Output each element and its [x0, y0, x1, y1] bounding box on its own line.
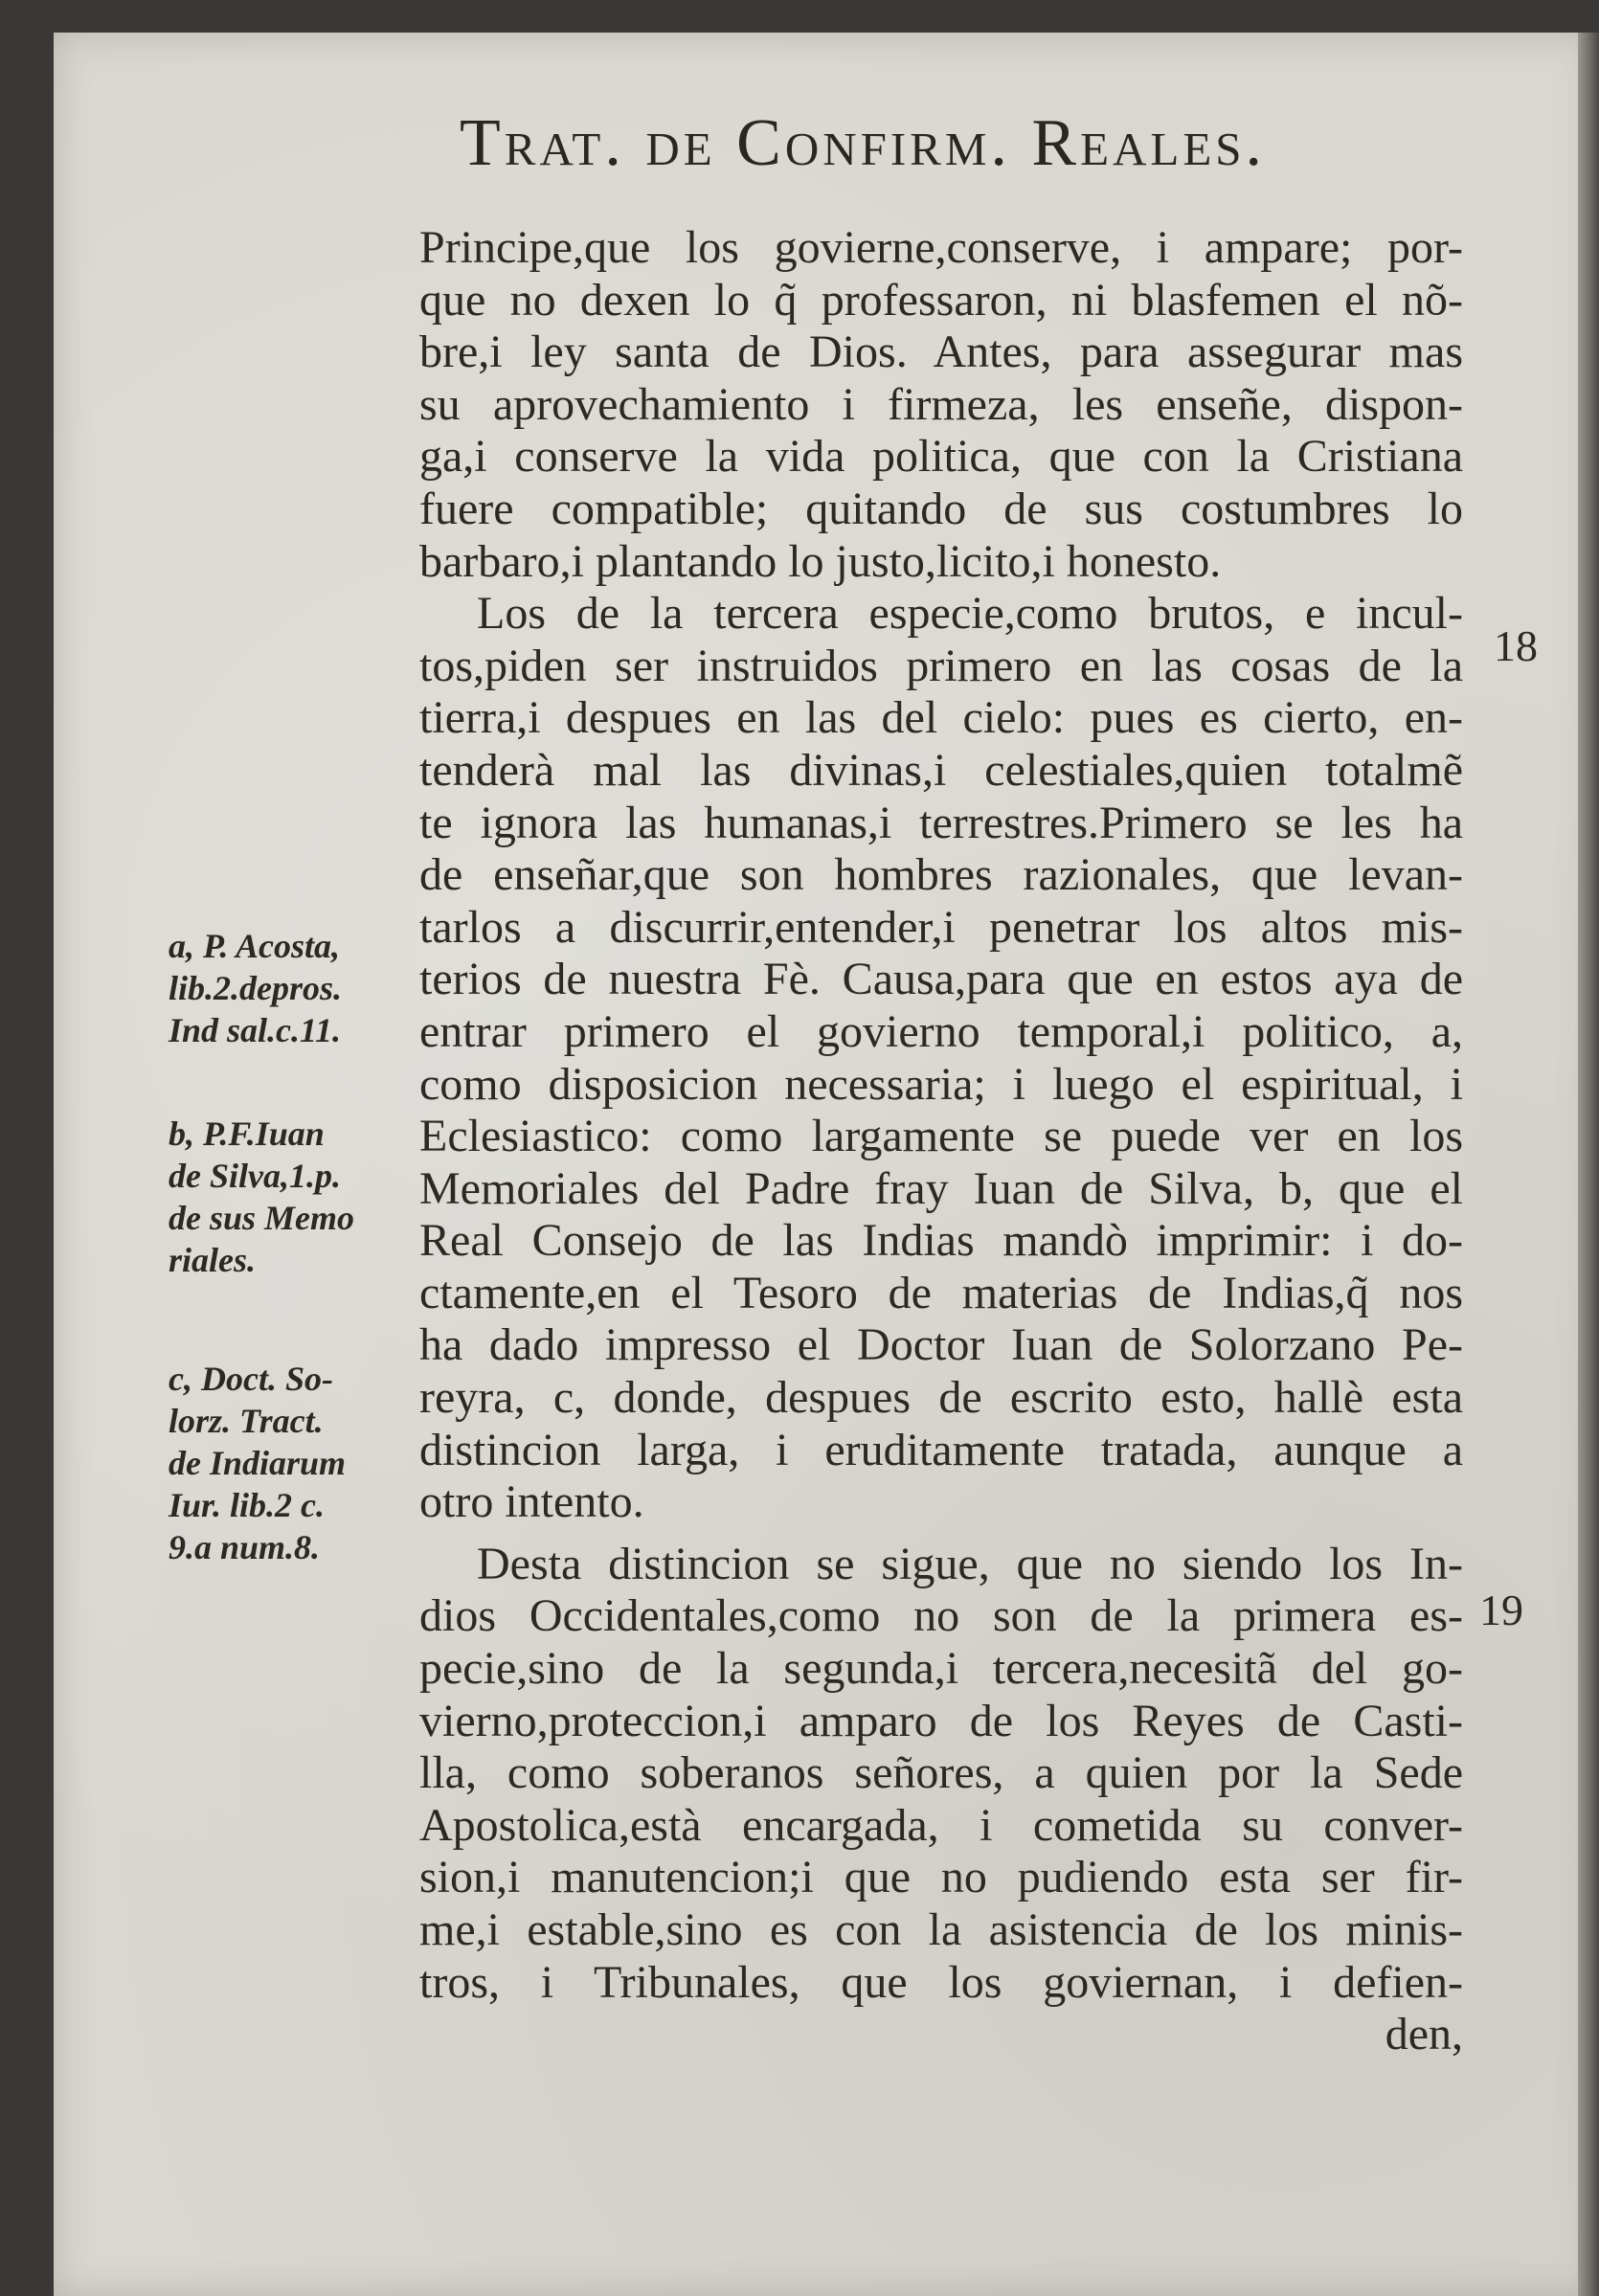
text-line: tarlos a discurrir,entender,i penetrar los altos mis- — [419, 901, 1463, 953]
text-line: tierra,i despues en las del cielo: pues es cierto, en- — [419, 692, 1463, 744]
text-line: ctamente,en el Tesoro de materias de Indias,q̃ nos — [419, 1267, 1463, 1318]
note-line: de Indiarum — [169, 1444, 347, 1482]
catchword: den, — [1385, 2009, 1463, 2060]
text-line: Eclesiastico: como largamente se puede ver en los — [419, 1111, 1463, 1162]
text-line: Principe,que los govierne,conserve, i ampare; por- — [419, 222, 1463, 273]
text-line: fuere compatible; quitando de sus costumbres lo — [419, 483, 1463, 534]
text-line: dios Occidentales,como no son de la primera es- — [419, 1590, 1463, 1642]
note-line: b, P.F.Iuan — [169, 1114, 325, 1153]
running-title: Trat. de Confirm. Reales. — [460, 106, 1267, 180]
text-line: entrar primero el govierno temporal,i politico, a, — [419, 1005, 1463, 1057]
text-line: bre,i ley santa de Dios. Antes, para assegurar mas — [419, 326, 1463, 378]
paragraph-1 — [419, 222, 1463, 588]
page-edge — [1578, 33, 1599, 2296]
margin-number-19: 19 — [1479, 1586, 1523, 1634]
text-line: Los de la tercera especie,como brutos, e incul- — [477, 588, 1463, 640]
note-line: Iur. lib.2 c. — [169, 1486, 326, 1524]
marginal-note-a — [169, 925, 417, 1051]
paragraph-gap — [419, 1529, 1463, 1539]
text-line: ha dado impresso el Doctor Iuan de Solorzano Pe- — [419, 1319, 1463, 1371]
text-line: otro intento. — [419, 1476, 644, 1528]
paragraph-3 — [419, 1539, 1463, 2061]
text-line: Real Consejo de las Indias mandò imprimir: i do- — [419, 1215, 1463, 1267]
note-line: 9.a num.8. — [169, 1528, 321, 1566]
text-line: me,i estable,sino es con la asistencia de los minis- — [419, 1904, 1463, 1955]
note-line: c, Doct. So- — [169, 1360, 333, 1398]
text-line: vierno,proteccion,i amparo de los Reyes de Casti- — [419, 1695, 1463, 1746]
text-line: ga,i conserve la vida politica, que con la Cristiana — [419, 431, 1463, 483]
note-line: de sus Memo — [169, 1199, 355, 1237]
note-line: de Silva,1.p. — [169, 1157, 341, 1195]
text-line: Apostolica,està encargada, i cometida su conver- — [419, 1799, 1463, 1851]
text-line: sion,i manutencion;i que no pudiendo esta ser fir- — [419, 1852, 1463, 1903]
paragraph-2 — [419, 588, 1463, 1529]
text-line: lla, como soberanos señores, a quien por la Sede — [419, 1747, 1463, 1799]
text-line: distincion larga, i eruditamente tratada, aunque a — [419, 1424, 1463, 1475]
note-line: Ind sal.c.11. — [169, 1011, 342, 1049]
text-line: como disposicion necessaria; i luego el espiritual, i — [419, 1058, 1463, 1110]
note-line: a, P. Acosta, — [169, 927, 341, 965]
text-line: barbaro,i plantando lo justo,licito,i honesto. — [419, 535, 1222, 587]
text-line: que no dexen lo q̃ professaron, ni blasfemen el nõ- — [419, 274, 1463, 326]
main-text — [419, 222, 1463, 2061]
text-line: reyra, c, donde, despues de escrito esto, hallè esta — [419, 1372, 1463, 1424]
text-line: pecie,sino de la segunda,i tercera,necesitã del go- — [419, 1643, 1463, 1695]
text-line: su aprovechamiento i firmeza, les enseñe, dispon- — [419, 378, 1463, 430]
text-line: tos,piden ser instruidos primero en las cosas de la — [419, 640, 1463, 691]
text-line: terios de nuestra Fè. Causa,para que en estos aya de — [419, 954, 1463, 1005]
marginal-note-c — [169, 1358, 417, 1568]
note-line: lorz. Tract. — [169, 1402, 324, 1440]
marginal-note-b — [169, 1113, 417, 1281]
margin-number-18: 18 — [1494, 621, 1538, 670]
note-line: lib.2.depros. — [169, 969, 343, 1007]
text-line: tros, i Tribunales, que los goviernan, i defien- — [419, 1956, 1463, 2008]
text-line: Desta distincion se sigue, que no siendo los In- — [477, 1538, 1463, 1589]
text-line: te ignora las humanas,i terrestres.Primero se les ha — [419, 797, 1463, 848]
text-line: de enseñar,que son hombres razionales, que levan- — [419, 849, 1463, 901]
text-line: Memoriales del Padre fray Iuan de Silva, b, que el — [419, 1162, 1463, 1214]
text-line: tenderà mal las divinas,i celestiales,quien totalmẽ — [419, 744, 1463, 796]
note-line: riales. — [169, 1241, 257, 1279]
